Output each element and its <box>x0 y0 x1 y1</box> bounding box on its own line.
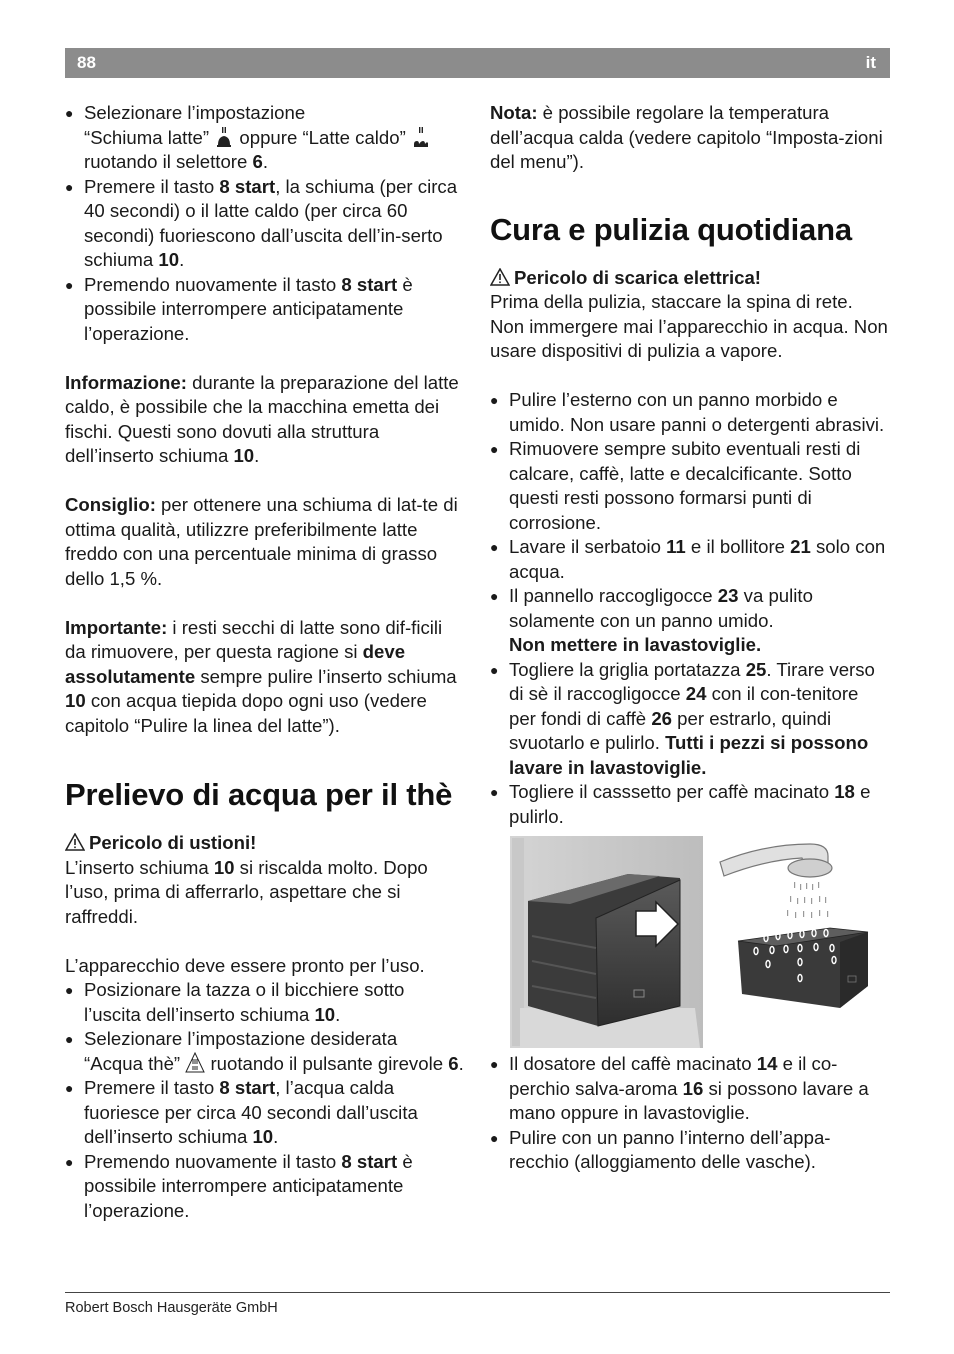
list-item: ● Togliere la griglia portatazza 25. Tirare verso di sè il raccogligocce 24 con il con-tenitore per fondi di caffè 26 per estrarlo, quindi svuotarlo e pulirlo. Tutti i pezzi si possono lavare in lavastoviglie. <box>490 658 890 781</box>
drawer-removal-illustration <box>510 836 890 1048</box>
language-code: it <box>865 53 876 72</box>
list-item: ● Lavare il serbatoio 11 e il bollitore 21 solo con acqua. <box>490 535 890 584</box>
milk-foam-icon <box>214 126 234 148</box>
list-item: ● Pulire l’esterno con un panno morbido e umido. Non usare panni o detergenti abrasivi. <box>490 388 890 437</box>
tea-steps-list <box>65 978 465 1223</box>
footer-divider <box>65 1292 890 1293</box>
list-item: ● Selezionare l’impostazione desiderata “Acqua thè” ruotando il pulsante girevole 6. <box>65 1027 465 1076</box>
cleaning-illustration <box>510 836 890 1048</box>
cleaning-steps-list <box>490 388 890 829</box>
tea-water-icon <box>185 1052 205 1074</box>
left-column <box>65 101 465 1223</box>
burn-warning: Pericolo di ustioni! L’inserto schiuma 10 si riscalda molto. Dopo l’uso, prima di afferrarlo, aspettare che si raffreddi. <box>65 832 428 927</box>
list-item: ● Togliere il casssetto per caffè macinato 18 e pulirlo. <box>490 780 890 829</box>
list-item: ● Posizionare la tazza o il bicchiere sotto l’uscita dell’inserto schiuma 10. <box>65 978 465 1027</box>
list-item: ● Premendo nuovamente il tasto 8 start è possibile interrompere anticipatamente l’operazione. <box>65 273 465 347</box>
list-item: ● Il dosatore del caffè macinato 14 e il co-perchio salva-aroma 16 si possono lavare a mano oppure in lavastoviglie. <box>490 1052 890 1126</box>
tip-paragraph: Consiglio: per ottenere una schiuma di lat-te di ottima qualità, utilizzre preferibilmente latte freddo con una percentuale minima di grasso dello 1,5 %. <box>65 494 458 589</box>
ready-paragraph: L’apparecchio deve essere pronto per l’uso. <box>65 954 425 976</box>
list-item: ● Premere il tasto 8 start, la schiuma (per circa 40 secondi) o il latte caldo (per circa 60 secondi) fuoriescono dall’uscita dell’in-serto schiuma 10. <box>65 175 465 273</box>
electric-warning: Pericolo di scarica elettrica! Prima della pulizia, staccare la spina di rete. Non immergere mai l’apparecchio in acqua. Non usare dispositivi di pulizia a vapore. <box>490 266 888 361</box>
list-item: ● Rimuovere sempre subito eventuali resti di calcare, caffè, latte e decalcificante. Sotto questi resti possono formarsi punti di corrosione. <box>490 437 890 535</box>
note-paragraph: Nota: è possibile regolare la temperatura dell’acqua calda (vedere capitolo “Imposta-zioni del menu”). <box>490 102 883 172</box>
warning-triangle-icon <box>65 833 85 851</box>
right-column <box>490 101 890 1175</box>
section-heading-cleaning: Cura e pulizia quotidiana <box>490 211 852 247</box>
milk-steps-list <box>65 101 465 346</box>
warning-triangle-icon <box>490 268 510 286</box>
info-paragraph: Informazione: durante la preparazione del latte caldo, è possibile che la macchina emetta dei fischi. Questi sono dovuti alla struttura dell’inserto schiuma 10. <box>65 371 459 466</box>
section-heading-tea-water: Prelievo di acqua per il thè <box>65 777 453 812</box>
cleaning-steps-list-2 <box>490 1052 890 1175</box>
list-item: ● Premendo nuovamente il tasto 8 start è possibile interrompere anticipatamente l’operazione. <box>65 1150 465 1224</box>
important-paragraph: Importante: i resti secchi di latte sono dif-ficili da rimuovere, per questa ragione si deve assolutamente sempre pulire l’inserto schiuma 10 con acqua tiepida dopo ogni uso (vedere capitolo “Pulire la linea del latte”). <box>65 616 457 736</box>
list-item: ● Premere il tasto 8 start, l’acqua calda fuoriesce per circa 40 secondi dall’uscita dell’inserto schiuma 10. <box>65 1076 465 1150</box>
list-item: ● Selezionare l’impostazione “Schiuma latte” oppure “Latte caldo” ruotando il selettore 6. <box>65 101 465 175</box>
page-header <box>65 48 890 78</box>
footer-company: Robert Bosch Hausgeräte GmbH <box>65 1300 278 1316</box>
list-item: ● Pulire con un panno l’interno dell’appa-recchio (alloggiamento delle vasche). <box>490 1126 890 1175</box>
list-item: ● Il pannello raccogligocce 23 va pulito solamente con un panno umido. Non mettere in lavastoviglie. <box>490 584 890 658</box>
hot-milk-icon <box>411 126 431 148</box>
page-number: 88 <box>77 53 96 72</box>
